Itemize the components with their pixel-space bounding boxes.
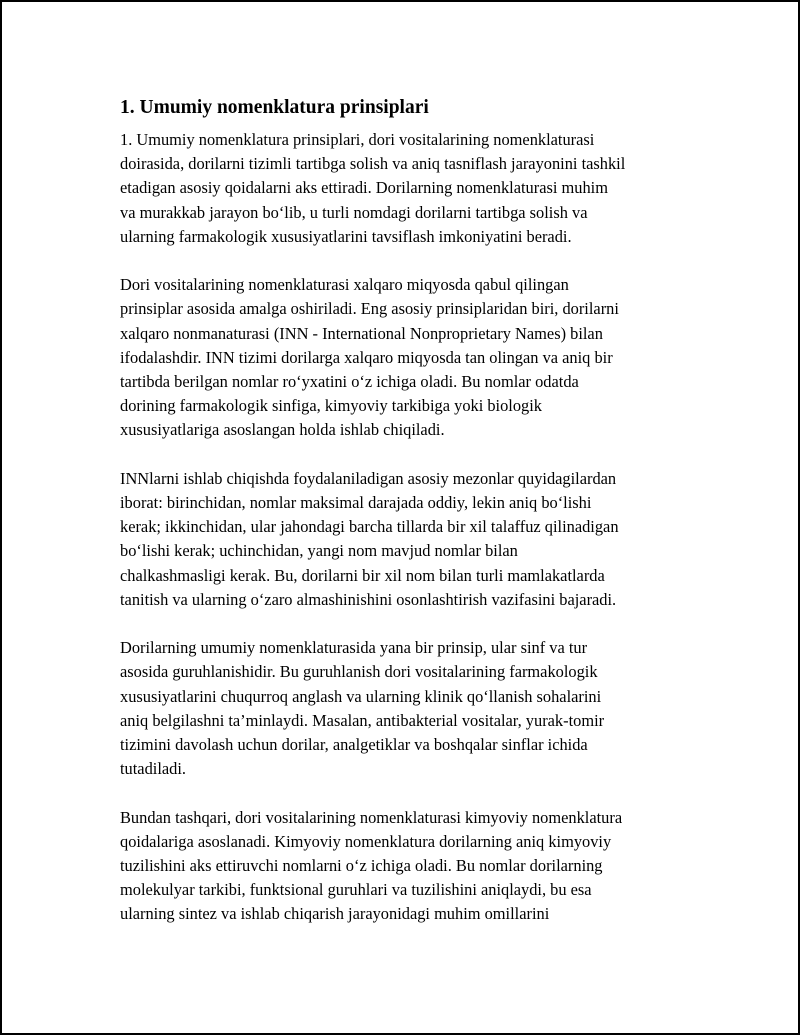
paragraph-4: Dorilarning umumiy nomenklaturasida yana bir prinsip, ular sinf va tur asosida guruhlanishidir. Bu guruhlanish dori vositalarining farmakologik xususiyatlarini chuqurroq anglash va ularning klinik qo‘llanish sohalarini aniq belgilashni ta’minlaydi. Masalan, antibakterial vositalar, yurak-tomir tizimini davolash uchun dorilar, analgetiklar va boshqalar sinflar ichida tutadiladi. bbox=[120, 638, 605, 779]
paragraph-3: INNlarni ishlab chiqishda foydalaniladigan asosiy mezonlar quyidagilardan iborat: birinchidan, nomlar maksimal darajada oddiy, lekin aniq bo‘lishi kerak; ikkinchidan, ular jahondagi barcha tillarda bir xil talaffuz qilinadigan bo‘lishi kerak; uchinchidan, yangi nom mavjud nomlar bilan chalkashmasligi kerak. Bu, dorilarni bir xil nom bilan turli mamlakatlarda tanitish va ularning o‘zaro almashinishini osonlashtirish vazifasini bajaradi. bbox=[120, 468, 619, 609]
section-heading: 1. Umumiy nomenklatura prinsiplari bbox=[120, 97, 429, 118]
paragraph-2: Dori vositalarining nomenklaturasi xalqaro miqyosda qabul qilingan prinsiplar asosida amalga oshiriladi. Eng asosiy prinsiplaridan biri, dorilarni xalqaro nonmanaturasi (INN - International Nonproprietary Names) bilan ifodalashdir. INN tizimi dorilarga xalqaro miqyosda tan olingan va aniq bir tartibda berilgan nomlar ro‘yxatini o‘z ichiga oladi. Bu nomlar odatda dorining farmakologik sinfiga, kimyoviy tarkibiga yoki biologik xususiyatlariga asoslangan holda ishlab chiqiladi. bbox=[120, 275, 619, 440]
page-content bbox=[120, 94, 720, 951]
paragraph-5: Bundan tashqari, dori vositalarining nomenklaturasi kimyoviy nomenklatura qoidalariga asoslanadi. Kimyoviy nomenklatura dorilarning aniq kimyoviy tuzilishini aks ettiruvchi nomlarni o‘z ichiga oladi. Bu nomlar dorilarning molekulyar tarkibi, funktsional guruhlari va tuzilishini aniqlaydi, bu esa ularning sintez va ishlab chiqarish jarayonidagi muhim omillarini bbox=[120, 807, 623, 924]
paragraph-1: 1. Umumiy nomenklatura prinsiplari, dori vositalarining nomenklaturasi doirasida, dorilarni tizimli tartibga solish va aniq tasniflash jarayonini tashkil etadigan asosiy qoidalarni aks ettiradi. Dorilarning nomenklaturasi muhim va murakkab jarayon bo‘lib, u turli nomdagi dorilarni tartibga solish va ularning farmakologik xususiyatlarini tavsiflash imkoniyatini beradi. bbox=[120, 130, 626, 246]
